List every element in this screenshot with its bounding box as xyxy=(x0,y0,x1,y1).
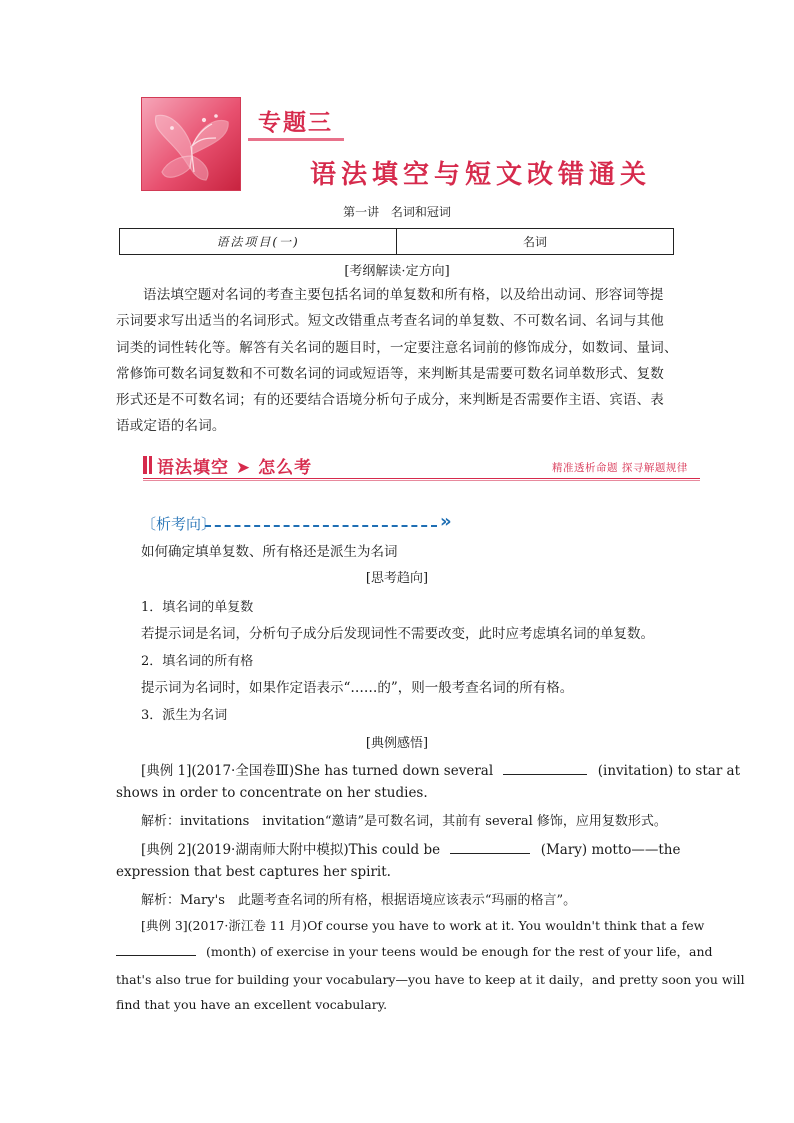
answer-blank xyxy=(450,841,530,854)
example-3-line: [典例 3](2017·浙江卷 11 月)Of course you have to work at it. You wouldn't think that a few xyxy=(141,918,705,933)
section-title: 语法填空 ➤ 怎么考 xyxy=(157,458,313,478)
think-note: [思考趋向] xyxy=(365,571,429,586)
example-1-line xyxy=(141,759,741,779)
example-note: [典例感悟] xyxy=(365,736,429,751)
example-2-text: [典例 2](2019·湖南师大附中模拟)This could be xyxy=(141,842,441,858)
lecture-number: 第一讲 xyxy=(343,205,380,219)
outline-note: [考纲解读·定方向] xyxy=(344,264,450,279)
butterfly-image xyxy=(141,97,241,191)
example-1-answer: 解析：invitations invitation“邀请”是可数名词，其前有 several 修饰，应用复数形式。 xyxy=(141,814,667,829)
item-text: 提示词为名词时，如果作定语表示“……的”，则一般考查名词的所有格。 xyxy=(141,680,574,696)
analysis-heading: 〔析考向〕 xyxy=(141,515,217,533)
topic-label: 专题三 xyxy=(258,110,333,136)
lecture-heading xyxy=(0,203,794,220)
grammar-item-label: 语法项目(一) xyxy=(120,229,397,255)
grammar-item-table xyxy=(119,228,674,255)
example-1-text: [典例 1](2017·全国卷Ⅲ)She has turned down several xyxy=(141,763,494,779)
item-text: 若提示词是名词，分析句子成分后发现词性不需要改变，此时应考虑填名词的单复数。 xyxy=(141,626,654,642)
topic-title: 语法填空与短文改错通关 xyxy=(310,160,652,190)
example-2-cont: expression that best captures her spirit. xyxy=(116,864,391,880)
example-3-line xyxy=(116,942,713,960)
topic-underline xyxy=(248,138,344,141)
intro-line: 形式还是不可数名词；有的还要结合语境分析句子成分，来判断是否需要作主语、宾语、表 xyxy=(116,392,664,409)
intro-line: 语或定语的名词。 xyxy=(116,418,226,435)
example-3-line: find that you have an excellent vocabulary. xyxy=(116,997,388,1012)
answer-blank xyxy=(116,943,196,956)
example-3-text: (month) of exercise in your teens would be enough for the rest of your life，and xyxy=(205,944,713,959)
example-3-line: that's also true for building your vocabulary—you have to keep at it daily，and pretty soon you will xyxy=(116,972,745,987)
analysis-question: 如何确定填单复数、所有格还是派生为名词 xyxy=(141,544,398,560)
grammar-item-value: 名词 xyxy=(397,229,674,255)
intro-line: 语法填空题对名词的考查主要包括名词的单复数和所有格，以及给出动词、形容词等提 xyxy=(143,287,664,303)
example-2-text: (Mary) motto——the xyxy=(540,842,681,858)
banner-mark xyxy=(149,456,152,474)
intro-line: 示词要求写出适当的名词形式。短文改错重点考查名词的单复数、不可数名词、名词与其他 xyxy=(116,313,664,330)
analysis-dashed-line xyxy=(205,525,437,527)
item-title: 1．填名词的单复数 xyxy=(141,600,254,615)
example-1-cont: shows in order to concentrate on her studies. xyxy=(116,785,428,801)
item-title: 3．派生为名词 xyxy=(141,708,228,723)
banner-mark xyxy=(143,456,147,474)
item-title: 2．填名词的所有格 xyxy=(141,654,254,669)
answer-blank xyxy=(503,762,587,775)
intro-line: 词类的词性转化等。解答有关名词的题目时，一定要注意名词前的修饰成分，如数词、量词、 xyxy=(116,339,678,356)
section-divider xyxy=(143,480,700,481)
example-2-line xyxy=(141,838,681,858)
example-1-text: (invitation) to star at xyxy=(597,763,741,779)
double-chevron-icon: » xyxy=(440,511,452,532)
section-divider xyxy=(143,478,700,479)
example-2-answer: 解析：Mary's 此题考查名词的所有格，根据语境应该表示“玛丽的格言”。 xyxy=(141,893,577,908)
lecture-title: 名词和冠词 xyxy=(390,205,451,219)
section-subtitle: 精准透析命题 探寻解题规律 xyxy=(552,462,688,474)
intro-paragraph xyxy=(116,282,682,440)
intro-line: 常修饰可数名词复数和不可数名词的词或短语等，来判断其是需要可数名词单数形式、复数 xyxy=(116,365,664,382)
